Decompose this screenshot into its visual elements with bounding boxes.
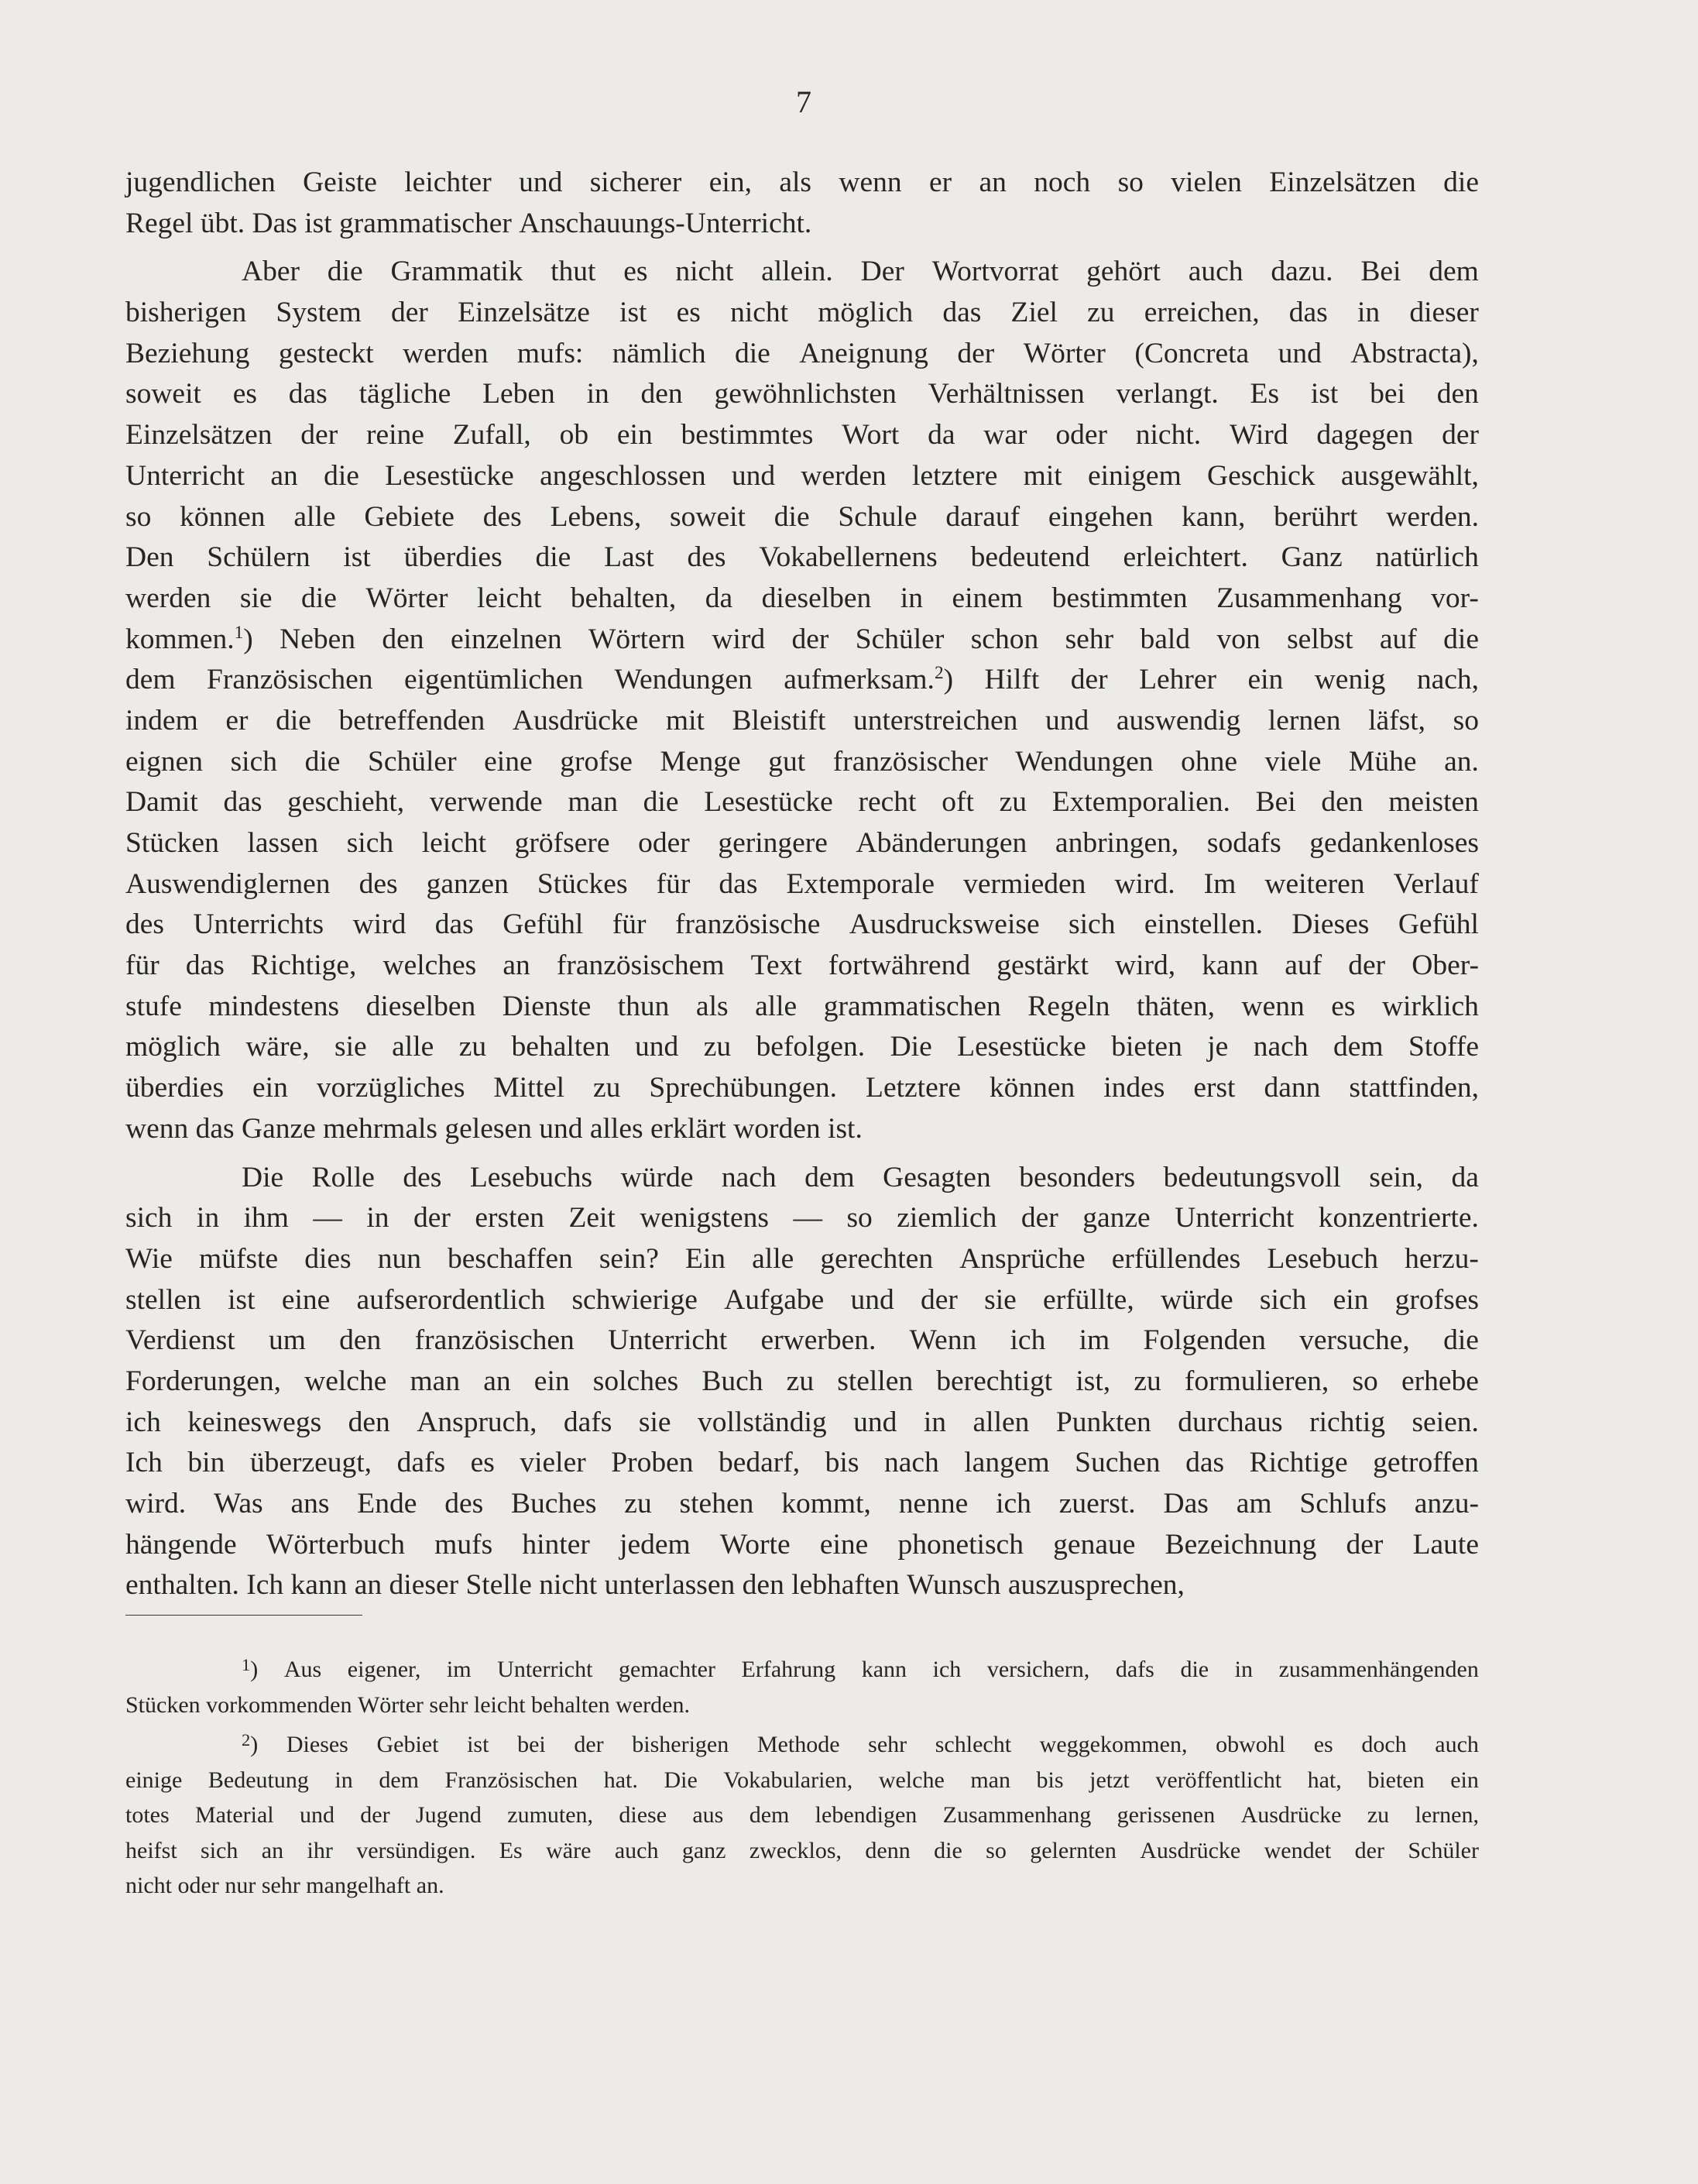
text-line: Stücken lassen sich leicht gröfsere oder geringere Abänderungen anbringen, sodafs gedankenloses (125, 827, 1479, 859)
footnotes (125, 1652, 1479, 1908)
text-line: stellen ist eine aufserordentlich schwierige Aufgabe und der sie erfüllte, würde sich ein grofses (125, 1283, 1479, 1316)
text-line: Aber die Grammatik thut es nicht allein. Der Wortvorrat gehört auch dazu. Bei dem (242, 256, 1479, 288)
text-line: wenn das Ganze mehrmals gelesen und alles erklärt worden ist. (125, 1112, 863, 1145)
footnote-line: Stücken vorkommenden Wörter sehr leicht behalten werden. (125, 1691, 690, 1718)
text-line: des Unterrichts wird das Gefühl für französische Ausdrucksweise sich einstellen. Dieses Gefühl (125, 908, 1479, 941)
text-line: Die Rolle des Lesebuchs würde nach dem Gesagten besonders bedeutungsvoll sein, da (242, 1161, 1479, 1193)
text-line: jugendlichen Geiste leichter und sicherer ein, als wenn er an noch so vielen Einzelsätzen die (125, 167, 1479, 198)
text-line: eignen sich die Schüler eine grofse Menge gut französischer Wendungen ohne viele Mühe an. (125, 745, 1479, 778)
footnote-line: totes Material und der Jugend zumuten, diese aus dem lebendigen Zusammenhang gerissenen Ausdrücke zu lernen, (125, 1802, 1479, 1828)
text-line: so können alle Gebiete des Lebens, soweit die Schule darauf eingehen kann, berührt werden. (125, 500, 1479, 533)
text-line: für das Richtige, welches an französischem Text fortwährend gestärkt wird, kann auf der Ober- (125, 949, 1479, 982)
text-line: überdies ein vorzügliches Mittel zu Sprechübungen. Letztere können indes erst dann stattfinden, (125, 1072, 1479, 1104)
footnote-line: $^2$) Dieses Gebiet ist bei der bisherigen Methode sehr schlecht weggekommen, obwohl es doch auch (242, 1730, 1479, 1757)
text-line: indem er die betreffenden Ausdrücke mit Bleistift unterstreichen und auswendig lernen läfst, so (125, 704, 1479, 737)
paragraph (125, 163, 1479, 244)
text-line: Den Schülern ist überdies die Last des Vokabellernens bedeutend erleichtert. Ganz natürlich (125, 541, 1479, 574)
text-line: Regel übt. Das ist grammatischer Anschauungs-Unterricht. (125, 207, 812, 239)
body-text (125, 163, 1479, 1614)
footnote (125, 1652, 1479, 1722)
footnote-line: einige Bedeutung in dem Französischen hat. Die Vokabularien, welche man bis jetzt veröffentlicht hat, bieten ein (125, 1767, 1479, 1793)
text-line: Auswendiglernen des ganzen Stückes für das Extemporale vermieden wird. Im weiteren Verlauf (125, 867, 1479, 900)
text-line: bisherigen System der Einzelsätze ist es nicht möglich das Ziel zu erreichen, das in dieser (125, 297, 1479, 329)
text-line: werden sie die Wörter leicht behalten, da dieselben in einem bestimmten Zusammenhang vor- (125, 582, 1479, 614)
text-line: wird. Was ans Ende des Buches zu stehen kommt, nenne ich zuerst. Das am Schlufs anzu- (125, 1488, 1479, 1520)
text-line: enthalten. Ich kann an dieser Stelle nicht unterlassen den lebhaften Wunsch auszusprechen, (125, 1569, 1185, 1602)
text-line: hängende Wörterbuch mufs hinter jedem Worte eine phonetisch genaue Bezeichnung der Laute (125, 1528, 1479, 1561)
text-line: Ich bin überzeugt, dafs es vieler Proben bedarf, bis nach langem Suchen das Richtige getroffen (125, 1447, 1479, 1479)
text-line: möglich wäre, sie alle zu behalten und zu befolgen. Die Lesestücke bieten je nach dem Stoffe (125, 1031, 1479, 1063)
text-line: Unterricht an die Lesestücke angeschlossen und werden letztere mit einigem Geschick ausgewählt, (125, 459, 1479, 492)
page-number: 7 (796, 84, 811, 119)
text-line: Verdienst um den französischen Unterricht erwerben. Wenn ich im Folgenden versuche, die (125, 1324, 1479, 1357)
footnote-line: $^1$) Aus eigener, im Unterricht gemachter Erfahrung kann ich versichern, dafs die in zusammenhängenden (242, 1655, 1479, 1682)
footnote-line: heifst sich an ihr versündigen. Es wäre auch ganz zwecklos, denn die so gelernten Ausdrücke wendet der Schüler (125, 1837, 1479, 1863)
text-line: dem Französischen eigentümlichen Wendungen aufmerksam.$^2$) Hilft der Lehrer ein wenig nach, (125, 663, 1479, 696)
paragraph (125, 1158, 1479, 1607)
text-line: soweit es das tägliche Leben in den gewöhnlichsten Verhältnissen verlangt. Es ist bei den (125, 378, 1479, 410)
text-line: Beziehung gesteckt werden mufs: nämlich die Aneignung der Wörter (Concreta und Abstracta), (125, 337, 1479, 369)
text-line: Forderungen, welche man an ein solches Buch zu stellen berechtigt ist, zu formulieren, so erhebe (125, 1365, 1479, 1397)
text-line: kommen.$^1$) Neben den einzelnen Wörtern wird der Schüler schon sehr bald von selbst auf die (125, 622, 1479, 655)
paragraph (125, 252, 1479, 1149)
text-line: Wie müfste dies nun beschaffen sein? Ein alle gerechten Ansprüche erfüllendes Lesebuch herzu- (125, 1242, 1479, 1275)
footnote (125, 1727, 1479, 1904)
text-line: sich in ihm — in der ersten Zeit wenigstens — so ziemlich der ganze Unterricht konzentrierte. (125, 1202, 1479, 1235)
footnote-divider (125, 1615, 362, 1616)
text-line: Einzelsätzen der reine Zufall, ob ein bestimmtes Wort da war oder nicht. Wird dagegen der (125, 419, 1479, 452)
text-line: Damit das geschieht, verwende man die Lesestücke recht oft zu Extemporalien. Bei den meisten (125, 786, 1479, 819)
footnote-line: nicht oder nur sehr mangelhaft an. (125, 1873, 444, 1898)
text-line: stufe mindestens dieselben Dienste thun als alle grammatischen Regeln thäten, wenn es wirklich (125, 990, 1479, 1022)
text-line: ich keineswegs den Anspruch, dafs sie vollständig und in allen Punkten durchaus richtig seien. (125, 1406, 1479, 1438)
